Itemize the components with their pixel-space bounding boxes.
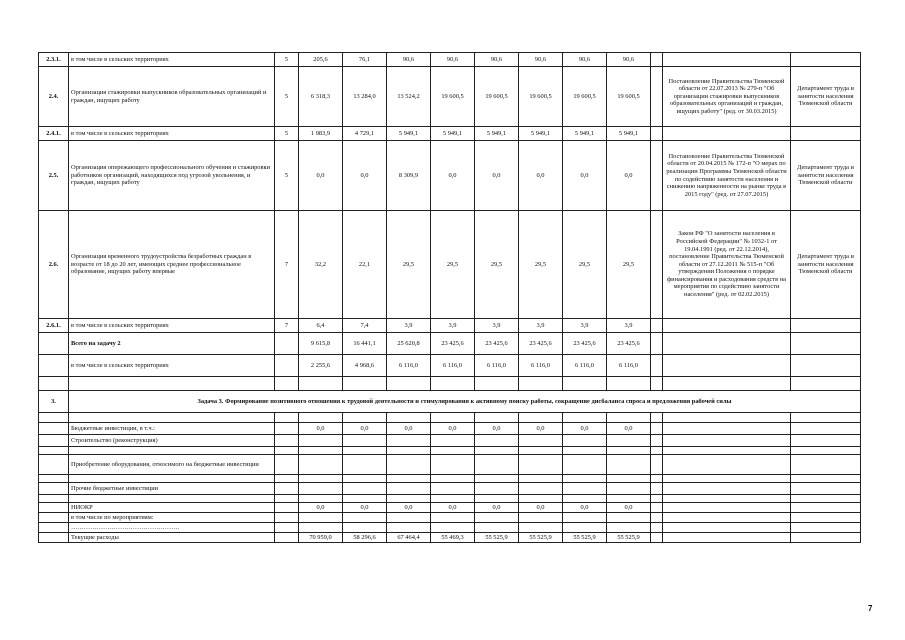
- legal-basis: Закон РФ "О занятости населения в Российской Федерации" № 1032-1 от 19.04.1991 (ред. от 22.12.2014), постановление Правительства Тюменской области от 27.12.2011 № 515-п "Об утверждении Положения о порядке финансирования и расходования средств на мероприятия по содействию занятости населения" (ред. от 02.02.2015): [663, 211, 791, 319]
- row-name: ……………………………………………: [69, 523, 275, 533]
- executor-cell: [791, 53, 861, 67]
- cell-value: 70 959,0: [299, 533, 343, 543]
- cell-value: 0,0: [475, 503, 519, 513]
- cell-value: 29,5: [607, 211, 651, 319]
- table-row: [39, 495, 861, 503]
- cell-value: 5 949,1: [431, 127, 475, 141]
- empty-cell: [651, 319, 663, 333]
- cell-value: 23 425,6: [563, 333, 607, 355]
- cell-value: 6 116,0: [563, 355, 607, 377]
- table-row: [39, 141, 861, 211]
- cell-value: 6 116,0: [431, 355, 475, 377]
- cell-value: 0,0: [387, 423, 431, 435]
- row-code: 2.4.1.: [39, 127, 69, 141]
- empty-cell: [651, 141, 663, 211]
- table-row: [39, 67, 861, 127]
- cell-value: 19 600,5: [475, 67, 519, 127]
- table-row: [39, 333, 861, 355]
- cell-value: 13 284,0: [343, 67, 387, 127]
- cell-value: 23 425,6: [475, 333, 519, 355]
- cell-value: 23 425,6: [607, 333, 651, 355]
- basis-cell: [663, 127, 791, 141]
- cell-value: 0,0: [519, 141, 563, 211]
- executor: Департамент труда и занятости населения Тюменской области: [791, 67, 861, 127]
- row-column-ref: 5: [275, 127, 299, 141]
- empty-cell: [651, 211, 663, 319]
- row-code: 2.6.: [39, 211, 69, 319]
- cell-value: 1 983,9: [299, 127, 343, 141]
- cell-value: 6 116,0: [607, 355, 651, 377]
- executor-cell: [791, 127, 861, 141]
- cell-value: 5 949,1: [607, 127, 651, 141]
- cell-value: 29,5: [387, 211, 431, 319]
- cell-value: 90,6: [387, 53, 431, 67]
- cell-value: 13 524,2: [387, 67, 431, 127]
- table-row: [39, 127, 861, 141]
- table-row: [39, 447, 861, 455]
- cell-value: 6 116,0: [519, 355, 563, 377]
- executor: Департамент труда и занятости населения Тюменской области: [791, 211, 861, 319]
- total-label: Всего на задачу 2: [69, 333, 275, 355]
- row-code: 2.4.: [39, 67, 69, 127]
- cell-value: 55 525,9: [607, 533, 651, 543]
- task-heading-row: [39, 391, 861, 413]
- row-code: 2.3.1.: [39, 53, 69, 67]
- cell-value: 0,0: [387, 503, 431, 513]
- row-name: Прочие бюджетные инвестиции: [69, 483, 275, 495]
- executor: Департамент труда и занятости населения Тюменской области: [791, 141, 861, 211]
- row-column-ref: 5: [275, 141, 299, 211]
- cell-value: 29,5: [431, 211, 475, 319]
- row-name: Текущие расходы: [69, 533, 275, 543]
- cell-value: 5 949,1: [387, 127, 431, 141]
- empty-cell: [39, 423, 69, 435]
- empty-cell: [791, 355, 861, 377]
- cell-value: 19 600,5: [431, 67, 475, 127]
- cell-value: 55 525,9: [563, 533, 607, 543]
- empty-cell: [651, 53, 663, 67]
- row-code: 2.6.1.: [39, 319, 69, 333]
- table-row: [39, 53, 861, 67]
- cell-value: 6,4: [299, 319, 343, 333]
- cell-value: 0,0: [299, 503, 343, 513]
- cell-value: 0,0: [343, 141, 387, 211]
- cell-value: 3,9: [607, 319, 651, 333]
- cell-value: 0,0: [431, 503, 475, 513]
- cell-value: 0,0: [431, 141, 475, 211]
- row-name: Бюджетные инвестиции, в т.ч.:: [69, 423, 275, 435]
- empty-cell: [275, 333, 299, 355]
- cell-value: 4 729,1: [343, 127, 387, 141]
- cell-value: 19 600,5: [563, 67, 607, 127]
- cell-value: 0,0: [343, 423, 387, 435]
- cell-value: 0,0: [519, 503, 563, 513]
- empty-cell: [663, 355, 791, 377]
- row-name: Организация опережающего профессионального обучения и стажировки работников организаций, находящихся под угрозой увольнения, и граждан, ищущих работу: [69, 141, 275, 211]
- row-name: Организация временного трудоустройства безработных граждан в возрасте от 18 до 20 лет, имеющих среднее профессиональное образование, ищущих работу впервые: [69, 211, 275, 319]
- legal-basis: Постановление Правительства Тюменской области от 20.04.2015 № 172-п "О мерах по реализации Программы Тюменской области по содействию занятости населения и снижению напряженности на рынке труда в 2015 году" (ред. от 27.07.2015): [663, 141, 791, 211]
- cell-value: 0,0: [607, 503, 651, 513]
- cell-value: 205,6: [299, 53, 343, 67]
- cell-value: 0,0: [563, 503, 607, 513]
- table-row: [39, 377, 861, 391]
- cell-value: 5 949,1: [519, 127, 563, 141]
- empty-cell: [651, 67, 663, 127]
- row-name: в том числе в сельских территориях: [69, 319, 275, 333]
- cell-value: 29,5: [519, 211, 563, 319]
- cell-value: 9 615,8: [299, 333, 343, 355]
- task-heading: Задача 3. Формирование позитивного отношения к трудовой деятельности и стимулирования к активному поиску работы, сокращение дисбаланса спроса и предложения рабочей силы: [69, 391, 861, 413]
- cell-value: 4 968,6: [343, 355, 387, 377]
- cell-value: 22,1: [343, 211, 387, 319]
- table-row: [39, 523, 861, 533]
- empty-cell: [39, 333, 69, 355]
- cell-value: 0,0: [299, 141, 343, 211]
- basis-cell: [663, 319, 791, 333]
- table-row: [39, 319, 861, 333]
- cell-value: 0,0: [475, 423, 519, 435]
- row-name: в том числе в сельских территориях: [69, 355, 275, 377]
- table-row: [39, 211, 861, 319]
- cell-value: 0,0: [607, 423, 651, 435]
- cell-value: 90,6: [607, 53, 651, 67]
- executor-cell: [791, 319, 861, 333]
- empty-cell: [39, 355, 69, 377]
- task-code: 3.: [39, 391, 69, 413]
- cell-value: 90,6: [519, 53, 563, 67]
- row-name: НИОКР: [69, 503, 275, 513]
- table-row: [39, 423, 861, 435]
- empty-cell: [651, 127, 663, 141]
- cell-value: 5 949,1: [475, 127, 519, 141]
- cell-value: 55 525,9: [519, 533, 563, 543]
- cell-value: 90,6: [431, 53, 475, 67]
- row-column-ref: 5: [275, 67, 299, 127]
- cell-value: 29,5: [475, 211, 519, 319]
- program-table: [38, 52, 861, 543]
- cell-value: 5 949,1: [563, 127, 607, 141]
- cell-value: 19 600,5: [519, 67, 563, 127]
- empty-cell: [651, 333, 663, 355]
- cell-value: 0,0: [563, 141, 607, 211]
- empty-cell: [275, 423, 299, 435]
- cell-value: 0,0: [475, 141, 519, 211]
- cell-value: 6 116,0: [475, 355, 519, 377]
- table-row: [39, 533, 861, 543]
- cell-value: 0,0: [607, 141, 651, 211]
- cell-value: 55 469,3: [431, 533, 475, 543]
- cell-value: 90,6: [475, 53, 519, 67]
- cell-value: 0,0: [343, 503, 387, 513]
- cell-value: 6 116,0: [387, 355, 431, 377]
- cell-value: 3,9: [519, 319, 563, 333]
- cell-value: 0,0: [299, 423, 343, 435]
- table-row: [39, 435, 861, 447]
- table-row: [39, 503, 861, 513]
- page-number: 7: [868, 604, 873, 613]
- cell-value: 3,9: [431, 319, 475, 333]
- legal-basis: Постановление Правительства Тюменской области от 22.07.2013 № 279-п "Об организации стажировки выпускников образовательных организаций и граждан, ищущих работу" (ред. от 30.03.2015): [663, 67, 791, 127]
- cell-value: 16 441,1: [343, 333, 387, 355]
- table-row: [39, 355, 861, 377]
- empty-cell: [275, 355, 299, 377]
- cell-value: 90,6: [563, 53, 607, 67]
- row-name: в том числе в сельских территориях: [69, 127, 275, 141]
- cell-value: 6 318,3: [299, 67, 343, 127]
- cell-value: 0,0: [563, 423, 607, 435]
- table-row: [39, 513, 861, 523]
- table-row: [39, 475, 861, 483]
- cell-value: 58 296,6: [343, 533, 387, 543]
- cell-value: 3,9: [387, 319, 431, 333]
- row-name: в том числе по мероприятиям:: [69, 513, 275, 523]
- cell-value: 67 464,4: [387, 533, 431, 543]
- cell-value: 19 600,5: [607, 67, 651, 127]
- cell-value: 3,9: [563, 319, 607, 333]
- row-column-ref: 5: [275, 53, 299, 67]
- table-row: [39, 483, 861, 495]
- row-column-ref: 7: [275, 211, 299, 319]
- cell-value: 55 525,9: [475, 533, 519, 543]
- cell-value: 23 425,6: [431, 333, 475, 355]
- cell-value: 7,4: [343, 319, 387, 333]
- empty-cell: [651, 355, 663, 377]
- cell-value: 29,5: [563, 211, 607, 319]
- empty-cell: [791, 333, 861, 355]
- table-row: [39, 455, 861, 475]
- cell-value: 8 309,9: [387, 141, 431, 211]
- cell-value: 32,2: [299, 211, 343, 319]
- row-name: Приобретение оборудования, относимого на бюджетные инвестиции: [69, 455, 275, 475]
- basis-cell: [663, 53, 791, 67]
- row-name: Строительство (реконструкция): [69, 435, 275, 447]
- empty-cell: [663, 333, 791, 355]
- row-column-ref: 7: [275, 319, 299, 333]
- row-code: 2.5.: [39, 141, 69, 211]
- cell-value: 25 620,8: [387, 333, 431, 355]
- cell-value: 3,9: [475, 319, 519, 333]
- row-name: Организация стажировки выпускников образовательных организаций и граждан, ищущих работу: [69, 67, 275, 127]
- cell-value: 2 255,6: [299, 355, 343, 377]
- cell-value: 76,1: [343, 53, 387, 67]
- cell-value: 0,0: [431, 423, 475, 435]
- row-name: в том числе в сельских территориях: [69, 53, 275, 67]
- table-row: [39, 413, 861, 423]
- cell-value: 23 425,6: [519, 333, 563, 355]
- cell-value: 0,0: [519, 423, 563, 435]
